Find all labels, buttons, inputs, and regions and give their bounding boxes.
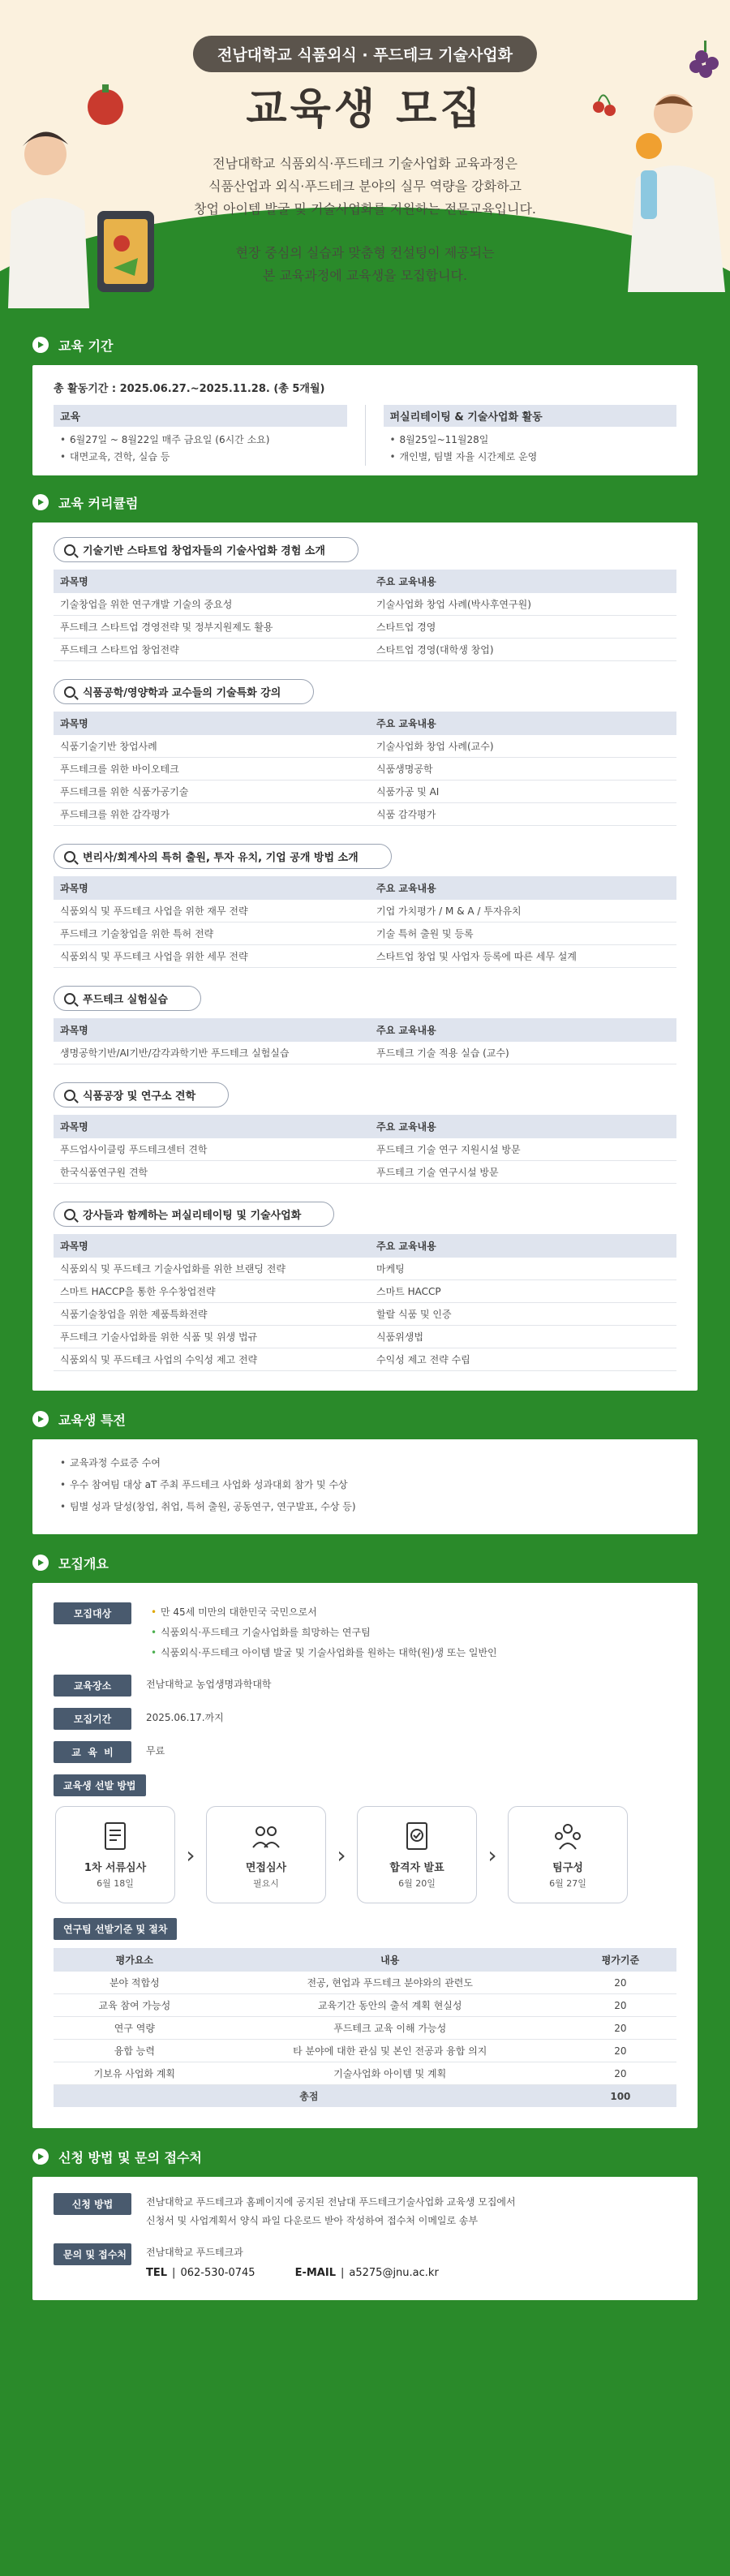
selection-tag: 교육생 선발 방법 bbox=[54, 1774, 146, 1796]
course-table bbox=[54, 712, 676, 826]
course-row bbox=[54, 1161, 676, 1184]
course-title: 식품공학/영양학과 교수들의 기술특화 강의 bbox=[83, 687, 281, 699]
search-icon bbox=[64, 1090, 75, 1101]
method-text bbox=[146, 2193, 516, 2230]
course-title-pill bbox=[54, 679, 314, 704]
period-item: • 6월27일 ~ 8월22일 매주 금요일 (6시간 소요) bbox=[54, 432, 347, 449]
period-col-activity bbox=[365, 405, 677, 466]
section-benefits bbox=[0, 1407, 730, 1534]
course-row bbox=[54, 616, 676, 639]
step-label: 팀구성 bbox=[552, 1862, 583, 1874]
course-subject: 식품외식 및 푸드테크 사업의 수익성 제고 전략 bbox=[54, 1348, 365, 1371]
benefits-card bbox=[32, 1439, 698, 1534]
eval-row bbox=[54, 1994, 676, 2017]
section-title: 교육 커리큘럼 bbox=[58, 495, 139, 511]
eval-header: 평가기준 bbox=[565, 1948, 676, 1972]
bullet-arrow-icon bbox=[32, 494, 49, 510]
course-row bbox=[54, 1348, 676, 1371]
course-col-header: 과목명 bbox=[54, 1234, 365, 1258]
place-tag: 교육장소 bbox=[54, 1675, 131, 1697]
intro-line: 창업 아이템 발굴 및 기술사업화를 지원하는 전문교육입니다. bbox=[193, 201, 536, 217]
eval-header: 내용 bbox=[216, 1948, 565, 1972]
eval-total-label: 총점 bbox=[54, 2085, 565, 2108]
course-header-row bbox=[54, 712, 676, 735]
eval-row bbox=[54, 2062, 676, 2085]
course-col-header: 주요 교육내용 bbox=[365, 1018, 676, 1042]
chevron-right-icon: › bbox=[186, 1841, 195, 1869]
course-block bbox=[54, 1082, 676, 1184]
eval-score: 20 bbox=[565, 2017, 676, 2040]
step-card bbox=[357, 1806, 477, 1903]
course-row bbox=[54, 1280, 676, 1303]
hero-intro-secondary bbox=[0, 242, 730, 287]
section-period bbox=[0, 333, 730, 475]
eval-score: 20 bbox=[565, 1972, 676, 1994]
eval-content: 교육기간 동안의 출석 계획 현실성 bbox=[216, 1994, 565, 2017]
eval-total-score: 100 bbox=[565, 2085, 676, 2108]
fee-row bbox=[54, 1741, 676, 1763]
method-line: 전남대학교 푸드테크과 홈페이지에 공지된 전남대 푸드테크기술사업화 교육생 모집에서 bbox=[146, 2196, 516, 2208]
course-title-pill bbox=[54, 986, 201, 1011]
step-card bbox=[508, 1806, 628, 1903]
contact-org: 전남대학교 푸드테크과 bbox=[146, 2247, 243, 2258]
announcement-icon bbox=[401, 1820, 433, 1852]
course-title: 푸드테크 실험실습 bbox=[83, 994, 168, 1006]
course-title: 기술기반 스타트업 창업자들의 기술사업화 경험 소개 bbox=[83, 545, 325, 557]
method-line: 신청서 및 사업계획서 양식 파일 다운로드 받아 작성하여 접수처 이메일로 송부 bbox=[146, 2215, 479, 2226]
course-content: 푸드테크 기술 연구 지원시설 방문 bbox=[365, 1138, 676, 1161]
target-item: • 식품외식·푸드테크 기술사업화를 희망하는 연구팀 bbox=[146, 1623, 497, 1643]
email-label: E-MAIL bbox=[294, 2267, 336, 2279]
course-block bbox=[54, 537, 676, 661]
course-subject: 푸드테크 스타트업 경영전략 및 정부지원제도 활용 bbox=[54, 616, 365, 639]
step-card bbox=[55, 1806, 175, 1903]
contact-tag: 문의 및 접수처 bbox=[54, 2243, 131, 2265]
eval-content: 전공, 현업과 푸드테크 분야와의 관련도 bbox=[216, 1972, 565, 1994]
team-icon bbox=[552, 1820, 584, 1852]
course-row bbox=[54, 593, 676, 616]
contact-line: TEL | 062-530-0745 E-MAIL | a5275@jnu.ac.kr bbox=[146, 2267, 439, 2279]
course-subject: 식품기술기반 창업사례 bbox=[54, 735, 365, 758]
section-header bbox=[32, 333, 730, 357]
course-content: 푸드테크 기술 연구시설 방문 bbox=[365, 1161, 676, 1184]
section-title: 교육 기간 bbox=[58, 338, 114, 354]
course-title: 강사들과 함께하는 퍼실리테이팅 및 기술사업화 bbox=[83, 1210, 302, 1222]
email-link[interactable]: a5275@jnu.ac.kr bbox=[349, 2267, 439, 2279]
overview-card bbox=[32, 1583, 698, 2128]
target-list bbox=[146, 1602, 497, 1663]
eval-row bbox=[54, 2017, 676, 2040]
course-content: 식품생명공학 bbox=[365, 758, 676, 781]
course-header-row bbox=[54, 876, 676, 900]
course-row bbox=[54, 1138, 676, 1161]
period-label: 교육 bbox=[54, 405, 347, 427]
eval-total-row bbox=[54, 2085, 676, 2108]
course-content: 기술사업화 창업 사례(교수) bbox=[365, 735, 676, 758]
bullet-arrow-icon bbox=[32, 2148, 49, 2165]
bullet-arrow-icon bbox=[32, 1411, 49, 1427]
course-content: 수익성 제고 전략 수립 bbox=[365, 1348, 676, 1371]
course-content: 스마트 HACCP bbox=[365, 1280, 676, 1303]
period-total: 총 활동기간 : 2025.06.27.~2025.11.28. (총 5개월) bbox=[54, 383, 325, 395]
course-content: 푸드테크 기술 적용 실습 (교수) bbox=[365, 1042, 676, 1064]
course-col-header: 주요 교육내용 bbox=[365, 1234, 676, 1258]
course-subject: 식품기술창업을 위한 제품특화전략 bbox=[54, 1303, 365, 1326]
tel-value[interactable]: 062-530-0745 bbox=[180, 2267, 256, 2279]
course-title: 변리사/회계사의 특허 출원, 투자 유치, 기업 공개 방법 소개 bbox=[83, 852, 359, 864]
section-title: 교육생 특전 bbox=[58, 1412, 126, 1428]
course-table bbox=[54, 570, 676, 661]
course-col-header: 주요 교육내용 bbox=[365, 1115, 676, 1138]
course-subject: 기술창업을 위한 연구개발 기술의 중요성 bbox=[54, 593, 365, 616]
course-content: 식품 감각평가 bbox=[365, 803, 676, 826]
course-row bbox=[54, 639, 676, 661]
recruit-period-row bbox=[54, 1708, 676, 1730]
search-icon bbox=[64, 686, 75, 698]
step-label: 합격자 발표 bbox=[389, 1862, 444, 1874]
eval-factor: 교육 참여 가능성 bbox=[54, 1994, 216, 2017]
eval-header-row bbox=[54, 1948, 676, 1972]
course-row bbox=[54, 900, 676, 922]
eval-score: 20 bbox=[565, 2040, 676, 2062]
course-subject: 스마트 HACCP을 통한 우수창업전략 bbox=[54, 1280, 365, 1303]
course-row bbox=[54, 1258, 676, 1280]
period-item: • 대면교육, 견학, 실습 등 bbox=[54, 449, 347, 466]
course-content: 기술사업화 창업 사례(박사후연구원) bbox=[365, 593, 676, 616]
benefit-item: • 우수 참여팀 대상 aT 주최 푸드테크 사업화 성과대회 참가 및 수상 bbox=[54, 1474, 676, 1496]
course-row bbox=[54, 945, 676, 968]
course-content: 식품가공 및 AI bbox=[365, 781, 676, 803]
target-row bbox=[54, 1602, 676, 1663]
bullet-arrow-icon bbox=[32, 1555, 49, 1571]
step-card bbox=[206, 1806, 326, 1903]
course-row bbox=[54, 803, 676, 826]
bullet-arrow-icon bbox=[32, 337, 49, 353]
course-content: 마케팅 bbox=[365, 1258, 676, 1280]
selection-steps bbox=[55, 1806, 676, 1903]
method-tag: 신청 방법 bbox=[54, 2193, 131, 2215]
course-subject: 식품외식 및 푸드테크 사업을 위한 재무 전략 bbox=[54, 900, 365, 922]
course-content: 기술 특허 출원 및 등록 bbox=[365, 922, 676, 945]
section-apply bbox=[0, 2144, 730, 2300]
course-title-pill bbox=[54, 537, 359, 562]
eval-row bbox=[54, 2040, 676, 2062]
search-icon bbox=[64, 544, 75, 556]
intro-line: 본 교육과정에 교육생을 모집합니다. bbox=[262, 268, 468, 283]
course-subject: 푸드테크 기술창업을 위한 특허 전략 bbox=[54, 922, 365, 945]
eval-factor: 융합 능력 bbox=[54, 2040, 216, 2062]
document-icon bbox=[99, 1820, 131, 1852]
target-item: • 만 45세 미만의 대한민국 국민으로서 bbox=[146, 1602, 497, 1623]
course-row bbox=[54, 735, 676, 758]
section-title: 모집개요 bbox=[58, 1555, 109, 1572]
eval-tag: 연구팀 선발기준 및 절차 bbox=[54, 1918, 177, 1940]
intro-line: 식품산업과 외식·푸드테크 분야의 실무 역량을 강화하고 bbox=[208, 178, 522, 194]
course-block bbox=[54, 1202, 676, 1371]
eval-body bbox=[54, 1972, 676, 2107]
eval-row bbox=[54, 1972, 676, 1994]
interview-icon bbox=[250, 1820, 282, 1852]
place-row bbox=[54, 1675, 676, 1697]
course-content: 스타트업 창업 및 사업자 등록에 따른 세무 설계 bbox=[365, 945, 676, 968]
target-item: • 식품외식·푸드테크 아이템 발굴 및 기술사업화를 원하는 대학(원)생 또는 일반인 bbox=[146, 1643, 497, 1663]
step-date: 6월 20일 bbox=[398, 1878, 436, 1889]
course-subject: 푸드테크를 위한 바이오테크 bbox=[54, 758, 365, 781]
search-icon bbox=[64, 993, 75, 1004]
course-row bbox=[54, 781, 676, 803]
intro-line: 전남대학교 식품외식·푸드테크 기술사업화 교육과정은 bbox=[213, 156, 517, 171]
section-curriculum bbox=[0, 490, 730, 1391]
period-col-education bbox=[54, 405, 347, 466]
course-col-header: 과목명 bbox=[54, 712, 365, 735]
period-card bbox=[32, 365, 698, 475]
course-row bbox=[54, 1042, 676, 1064]
course-subject: 푸드테크 기술사업화를 위한 식품 및 위생 법규 bbox=[54, 1326, 365, 1348]
hero-intro bbox=[0, 153, 730, 221]
eval-content: 타 분야에 대한 관심 및 본인 전공과 융합 의지 bbox=[216, 2040, 565, 2062]
chevron-right-icon: › bbox=[337, 1841, 346, 1869]
tel-label: TEL bbox=[146, 2267, 168, 2279]
method-row bbox=[54, 2193, 676, 2230]
course-subject: 푸드테크를 위한 식품가공기술 bbox=[54, 781, 365, 803]
course-table bbox=[54, 1018, 676, 1064]
course-title: 식품공장 및 연구소 견학 bbox=[83, 1090, 196, 1103]
section-header bbox=[32, 1550, 730, 1575]
hero-banner bbox=[0, 0, 730, 320]
course-block bbox=[54, 679, 676, 826]
course-table bbox=[54, 1234, 676, 1371]
course-content: 할랄 식품 및 인증 bbox=[365, 1303, 676, 1326]
page-title: 교육생 모집 bbox=[246, 85, 484, 134]
apply-card bbox=[32, 2177, 698, 2300]
course-table bbox=[54, 1115, 676, 1184]
eval-factor: 기보유 사업화 계획 bbox=[54, 2062, 216, 2085]
place-value: 전남대학교 농업생명과학대학 bbox=[146, 1679, 272, 1690]
target-tag: 모집대상 bbox=[54, 1602, 131, 1624]
eval-header: 평가요소 bbox=[54, 1948, 216, 1972]
recruit-period-value: 2025.06.17.까지 bbox=[146, 1712, 224, 1723]
search-icon bbox=[64, 851, 75, 862]
course-subject: 푸드테크를 위한 감각평가 bbox=[54, 803, 365, 826]
step-date: 6월 27일 bbox=[549, 1878, 586, 1889]
course-title-pill bbox=[54, 1202, 334, 1227]
period-columns bbox=[54, 405, 676, 466]
course-col-header: 과목명 bbox=[54, 1018, 365, 1042]
recruit-period-tag: 모집기간 bbox=[54, 1708, 131, 1730]
course-header-row bbox=[54, 1115, 676, 1138]
eval-content: 푸드테크 교육 이해 가능성 bbox=[216, 2017, 565, 2040]
period-item: • 8월25일~11월28일 bbox=[384, 432, 677, 449]
course-col-header: 과목명 bbox=[54, 1115, 365, 1138]
fee-tag: 교 육 비 bbox=[54, 1741, 131, 1763]
search-icon bbox=[64, 1209, 75, 1220]
eval-factor: 분야 적합성 bbox=[54, 1972, 216, 1994]
section-header bbox=[32, 2144, 730, 2169]
section-header bbox=[32, 1407, 730, 1431]
eval-score: 20 bbox=[565, 1994, 676, 2017]
course-subject: 식품외식 및 푸드테크 사업을 위한 세무 전략 bbox=[54, 945, 365, 968]
contact-row bbox=[54, 2243, 676, 2282]
course-header-row bbox=[54, 1018, 676, 1042]
course-title-pill bbox=[54, 844, 392, 869]
course-subject: 푸드테크 스타트업 창업전략 bbox=[54, 639, 365, 661]
step-label: 면접심사 bbox=[245, 1862, 287, 1874]
course-col-header: 주요 교육내용 bbox=[365, 876, 676, 900]
course-row bbox=[54, 758, 676, 781]
eval-factor: 연구 역량 bbox=[54, 2017, 216, 2040]
course-content: 스타트업 경영(대학생 창업) bbox=[365, 639, 676, 661]
course-col-header: 주요 교육내용 bbox=[365, 570, 676, 593]
course-content: 기업 가치평가 / M & A / 투자유치 bbox=[365, 900, 676, 922]
course-row bbox=[54, 1326, 676, 1348]
intro-line: 현장 중심의 실습과 맞춤형 컨설팅이 제공되는 bbox=[235, 245, 495, 260]
section-header bbox=[32, 490, 730, 514]
course-row bbox=[54, 922, 676, 945]
section-overview bbox=[0, 1550, 730, 2128]
curriculum-card bbox=[32, 523, 698, 1391]
step-label: 1차 서류심사 bbox=[84, 1862, 147, 1874]
section-title: 신청 방법 및 문의 접수처 bbox=[58, 2149, 202, 2165]
period-item: • 개인별, 팀별 자율 시간제로 운영 bbox=[384, 449, 677, 466]
eval-score: 20 bbox=[565, 2062, 676, 2085]
course-title-pill bbox=[54, 1082, 229, 1107]
eval-table bbox=[54, 1948, 676, 2107]
course-header-row bbox=[54, 1234, 676, 1258]
course-content: 식품위생법 bbox=[365, 1326, 676, 1348]
course-subject: 한국식품연구원 견학 bbox=[54, 1161, 365, 1184]
fee-value: 무료 bbox=[146, 1745, 165, 1757]
eval-content: 기술사업화 아이템 및 계획 bbox=[216, 2062, 565, 2085]
course-col-header: 과목명 bbox=[54, 570, 365, 593]
course-subject: 푸드업사이클링 푸드테크센터 견학 bbox=[54, 1138, 365, 1161]
course-block bbox=[54, 986, 676, 1064]
hero-pill: 전남대학교 식품외식 · 푸드테크 기술사업화 bbox=[193, 36, 537, 72]
course-block bbox=[54, 844, 676, 968]
course-subject: 식품외식 및 푸드테크 기술사업화를 위한 브랜딩 전략 bbox=[54, 1258, 365, 1280]
course-row bbox=[54, 1303, 676, 1326]
step-date: 6월 18일 bbox=[97, 1878, 134, 1889]
course-col-header: 과목명 bbox=[54, 876, 365, 900]
course-table bbox=[54, 876, 676, 968]
period-label: 퍼실리테이팅 & 기술사업화 활동 bbox=[384, 405, 677, 427]
course-header-row bbox=[54, 570, 676, 593]
chevron-right-icon: › bbox=[487, 1841, 497, 1869]
course-col-header: 주요 교육내용 bbox=[365, 712, 676, 735]
course-content: 스타트업 경영 bbox=[365, 616, 676, 639]
step-date: 필요시 bbox=[253, 1878, 279, 1889]
benefit-item: • 팀별 성과 달성(창업, 취업, 특허 출원, 공동연구, 연구발표, 수상 등) bbox=[54, 1496, 676, 1518]
course-subject: 생명공학기반/AI기반/감각과학기반 푸드테크 실험실습 bbox=[54, 1042, 365, 1064]
benefit-item: • 교육과정 수료증 수여 bbox=[54, 1452, 676, 1474]
contact-info bbox=[146, 2243, 439, 2282]
